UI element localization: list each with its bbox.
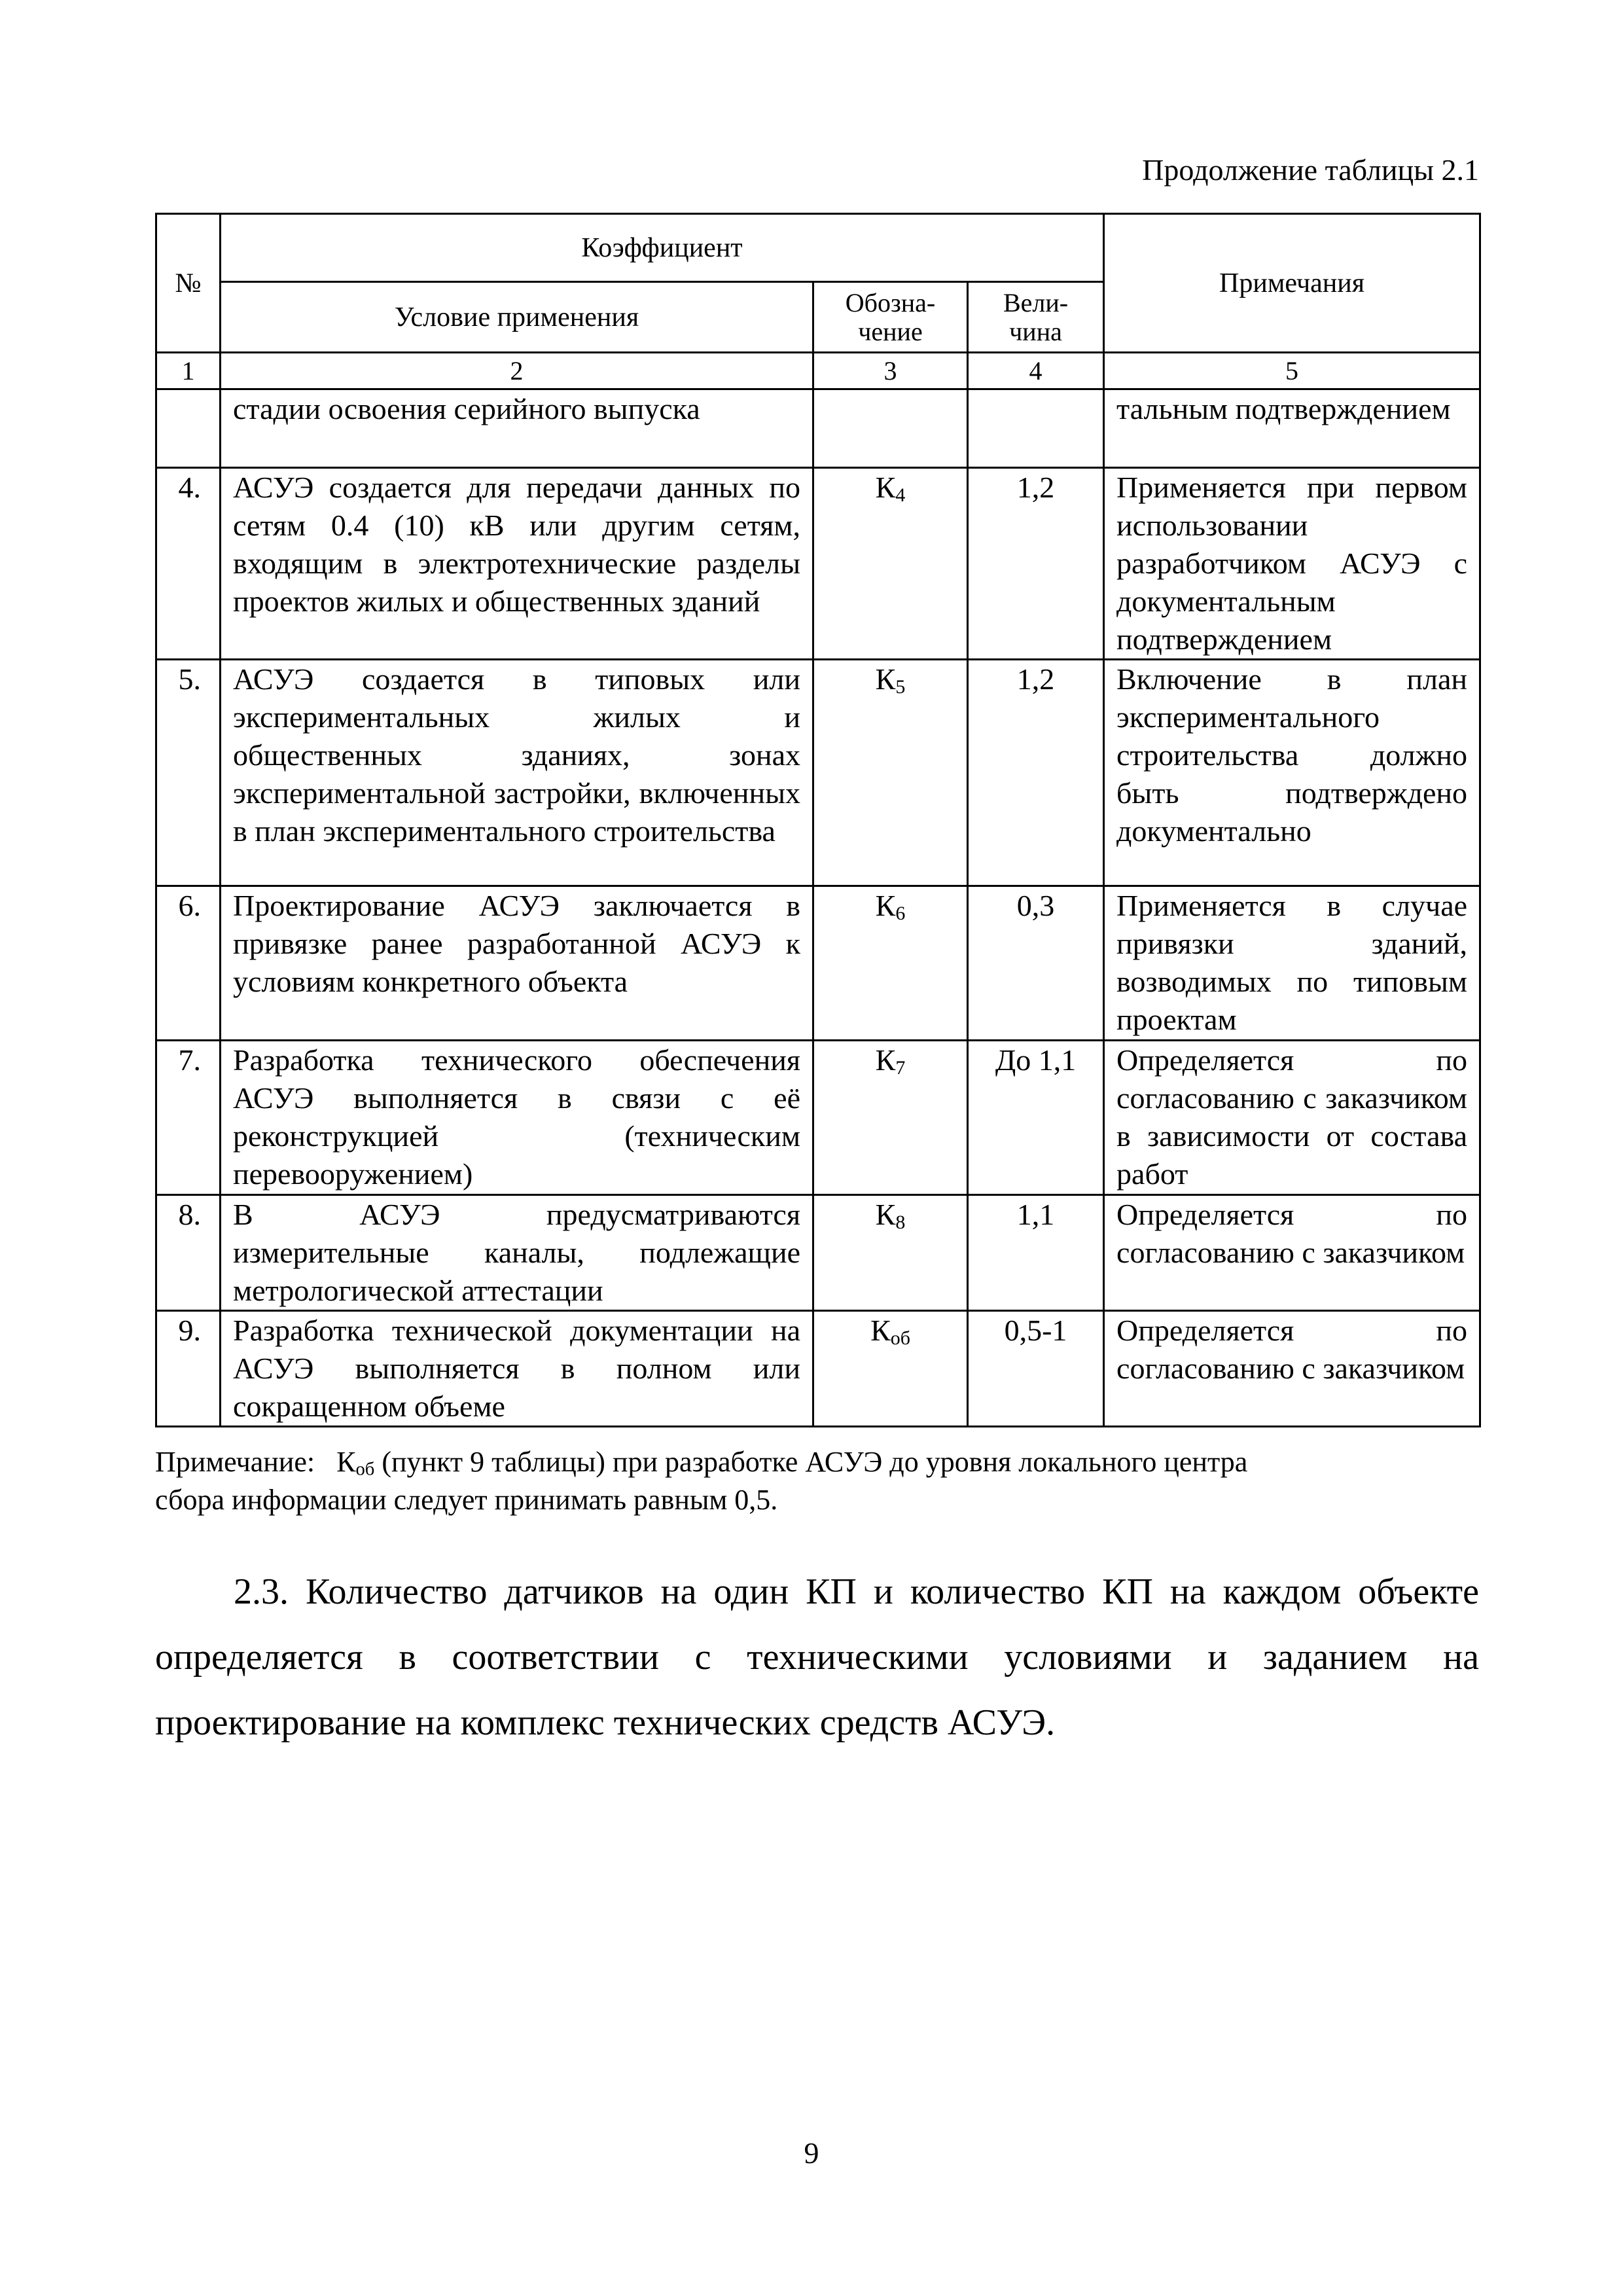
table-row <box>156 389 1480 468</box>
row-no: 9. <box>156 1311 221 1427</box>
row-symbol: $К_6$ <box>813 886 968 1041</box>
header-notes: Примечания <box>1104 214 1480 353</box>
row-condition: Разработка технической документации на АСУЭ выполняется в полном или сокращенном объеме <box>221 1311 813 1427</box>
row-condition: В АСУЭ предусматриваются измерительные каналы, подлежащие метрологической аттестации <box>221 1195 813 1311</box>
table-row <box>156 1195 1480 1311</box>
table-row <box>156 660 1480 886</box>
row-condition: Разработка технического обеспечения АСУЭ выполняется в связи с её реконструкцией (техническим перевооружением) <box>221 1041 813 1195</box>
table-note <box>155 1443 1479 1519</box>
col-number: 4 <box>968 353 1104 389</box>
row-condition: стадии освоения серийного выпуска <box>221 389 813 468</box>
table-row <box>156 1311 1480 1427</box>
header-coefficient: Коэффициент <box>221 214 1104 282</box>
row-note: Включение в план экспериментального строительства должно быть подтверждено документально <box>1104 660 1480 886</box>
row-symbol: $К_4$ <box>813 468 968 660</box>
row-value: 1,2 <box>968 468 1104 660</box>
row-symbol: $К_7$ <box>813 1041 968 1195</box>
row-value: 0,5-1 <box>968 1311 1104 1427</box>
note-label: Примечание: <box>155 1446 315 1478</box>
row-no: 8. <box>156 1195 221 1311</box>
row-note: тальным подтверждением <box>1104 389 1480 468</box>
header-symbol-line2: чение <box>858 316 923 346</box>
row-note: Применяется при первом использовании разработчиком АСУЭ с документальным подтверждением <box>1104 468 1480 660</box>
table-row <box>156 886 1480 1041</box>
table-row <box>156 1041 1480 1195</box>
note-symbol: $К_{об}$ <box>336 1446 375 1480</box>
page-number: 9 <box>804 2136 819 2170</box>
table-caption: Продолжение таблицы 2.1 <box>1142 153 1479 187</box>
row-symbol: $К_5$ <box>813 660 968 886</box>
row-condition: АСУЭ создается для передачи данных по сетям 0.4 (10) кВ или другим сетям, входящим в электротехнические разделы проектов жилых и общественных зданий <box>221 468 813 660</box>
row-no: 5. <box>156 660 221 886</box>
row-condition: Проектирование АСУЭ заключается в привязке ранее разработанной АСУЭ к условиям конкретного объекта <box>221 886 813 1041</box>
row-value: 1,2 <box>968 660 1104 886</box>
paragraph-text: 2.3. Количество датчиков на один КП и количество КП на каждом объекте определяется в соответствии с техническими условиями и заданием на проектирование на комплекс технических средств АСУЭ. <box>155 1571 1479 1743</box>
body-paragraph <box>155 1559 1479 1755</box>
col-number: 1 <box>156 353 221 389</box>
row-condition: АСУЭ создается в типовых или экспериментальных жилых и общественных зданиях, зонах экспериментальной застройки, включенных в план экспериментального строительства <box>221 660 813 886</box>
header-no: № <box>156 214 221 353</box>
row-note: Применяется в случае привязки зданий, возводимых по типовым проектам <box>1104 886 1480 1041</box>
header-value <box>968 282 1104 353</box>
row-note: Определяется по согласованию с заказчиком <box>1104 1195 1480 1311</box>
note-text-2: сбора информации следует принимать равным 0,5. <box>155 1484 778 1516</box>
header-value-line2: чина <box>1009 316 1062 346</box>
header-symbol-line1: Обозна- <box>845 287 936 317</box>
note-text-1: (пункт 9 таблицы) при разработке АСУЭ до уровня локального центра <box>382 1446 1248 1478</box>
row-value <box>968 389 1104 468</box>
col-number: 2 <box>221 353 813 389</box>
row-value: До 1,1 <box>968 1041 1104 1195</box>
row-value: 0,3 <box>968 886 1104 1041</box>
header-condition: Условие применения <box>221 282 813 353</box>
row-symbol: $К_{об}$ <box>813 1311 968 1427</box>
col-number: 3 <box>813 353 968 389</box>
table-row <box>156 468 1480 660</box>
row-no <box>156 389 221 468</box>
header-value-line1: Вели- <box>1003 287 1069 317</box>
row-symbol: $К_8$ <box>813 1195 968 1311</box>
row-symbol <box>813 389 968 468</box>
coefficients-table <box>155 213 1481 1427</box>
row-value: 1,1 <box>968 1195 1104 1311</box>
header-symbol <box>813 282 968 353</box>
row-no: 4. <box>156 468 221 660</box>
row-no: 7. <box>156 1041 221 1195</box>
row-no: 6. <box>156 886 221 1041</box>
col-number: 5 <box>1104 353 1480 389</box>
row-note: Определяется по согласованию с заказчиком <box>1104 1311 1480 1427</box>
row-note: Определяется по согласованию с заказчиком в зависимости от состава работ <box>1104 1041 1480 1195</box>
